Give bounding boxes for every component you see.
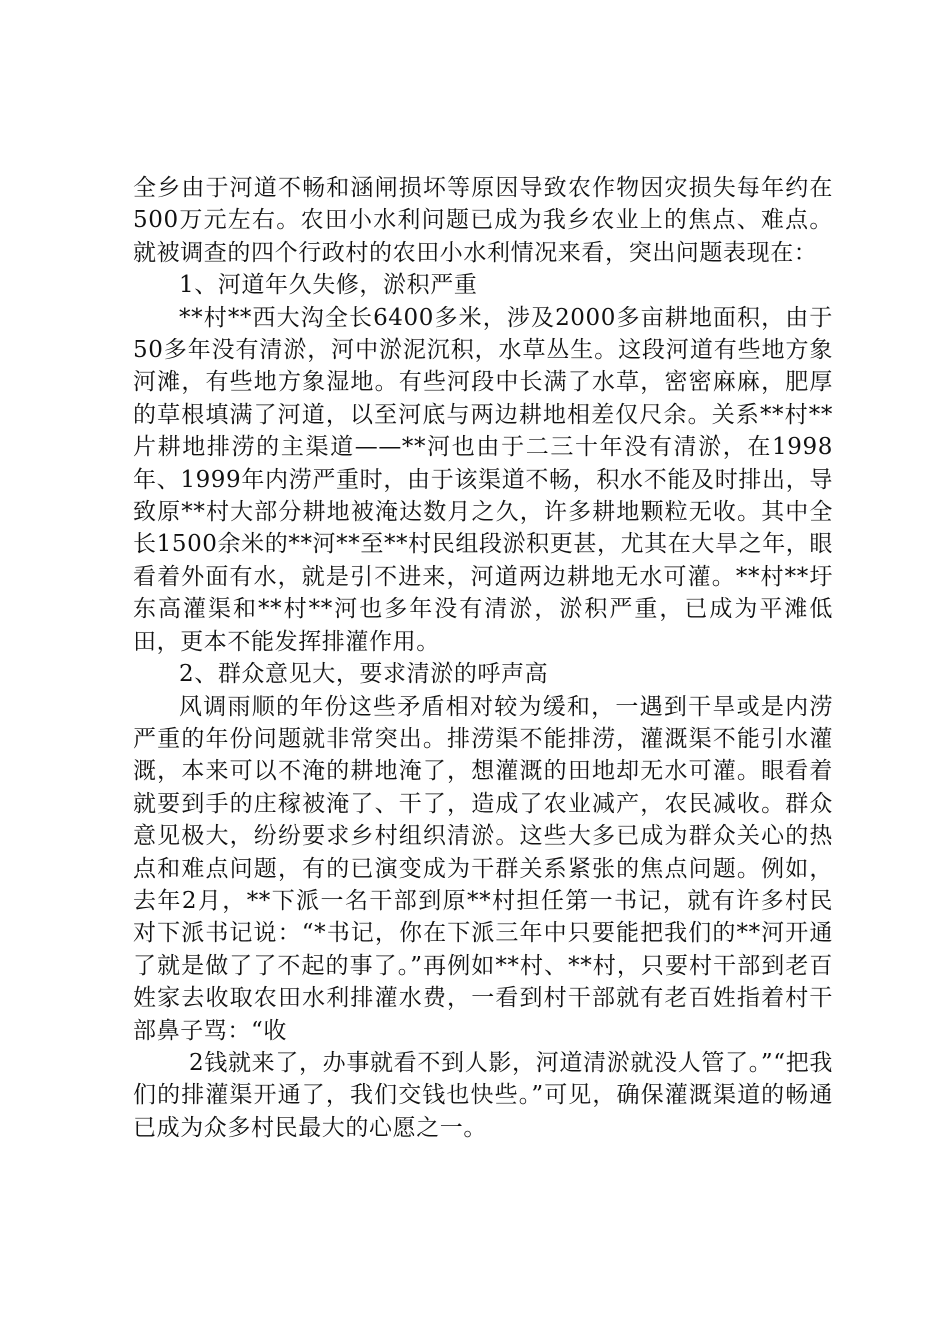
paragraph-page-two-continuation: 2钱就来了，办事就看不到人影，河道清淤就没人管了。”“把我们的排灌渠开通了，我们交钱也快些。”可见，确保灌溉渠道的畅通已成为众多村民最大的心愿之一。 <box>133 1049 833 1141</box>
paragraph-intro-continuation: 全乡由于河道不畅和涵闸损坏等原因导致农作物因灾损失每年约在500万元左右。农田小水利问题已成为我乡农业上的焦点、难点。就被调查的四个行政村的农田小水利情况来看，突出问题表现在： <box>133 175 833 266</box>
section-heading-2: 2、群众意见大，要求清淤的呼声高 <box>179 661 549 688</box>
document-body <box>133 172 833 1144</box>
section-heading-1: 1、河道年久失修，淤积严重 <box>179 272 478 299</box>
paragraph-river-silting: **村**西大沟全长6400多米，涉及2000多亩耕地面积，由于50多年没有清淤，河中淤泥沉积，水草丛生。这段河道有些地方象河滩，有些地方象湿地。有些河段中长满了水草，密密麻麻，肥厚的草根填满了河道，以至河底与两边耕地相差仅尺余。关系**村**片耕地排涝的主渠道——**河也由于二三十年没有清淤，在1998年、1999年内涝严重时，由于该渠道不畅，积水不能及时排出，导致原**村大部分耕地被淹达数月之久，许多耕地颗粒无收。其中全长1500余米的**河**至**村民组段淤积更甚，尤其在大旱之年，眼看着外面有水，就是引不进来，河道两边耕地无水可灌。**村**圩东高灌渠和**村**河也多年没有清淤，淤积严重，已成为平滩低田，更本不能发挥排灌作用。 <box>133 304 833 655</box>
paragraph-public-opinion: 风调雨顺的年份这些矛盾相对较为缓和，一遇到干旱或是内涝严重的年份问题就非常突出。排涝渠不能排涝，灌溉渠不能引水灌溉，本来可以不淹的耕地淹了，想灌溉的田地却无水可灌。眼看着就要到手的庄稼被淹了、干了，造成了农业减产，农民减收。群众意见极大，纷纷要求乡村组织清淤。这些大多已成为群众关心的热点和难点问题，有的已演变成为干群关系紧张的焦点问题。例如，去年2月，**下派一名干部到原**村担任第一书记，就有许多村民对下派书记说：“*书记，你在下派三年中只要能把我们的**河开通了就是做了了不起的事了。”再例如**村、**村，只要村干部到老百姓家去收取农田水利排灌水费，一看到村干部就有老百姓指着村干部鼻子骂：“收 <box>133 693 833 1044</box>
